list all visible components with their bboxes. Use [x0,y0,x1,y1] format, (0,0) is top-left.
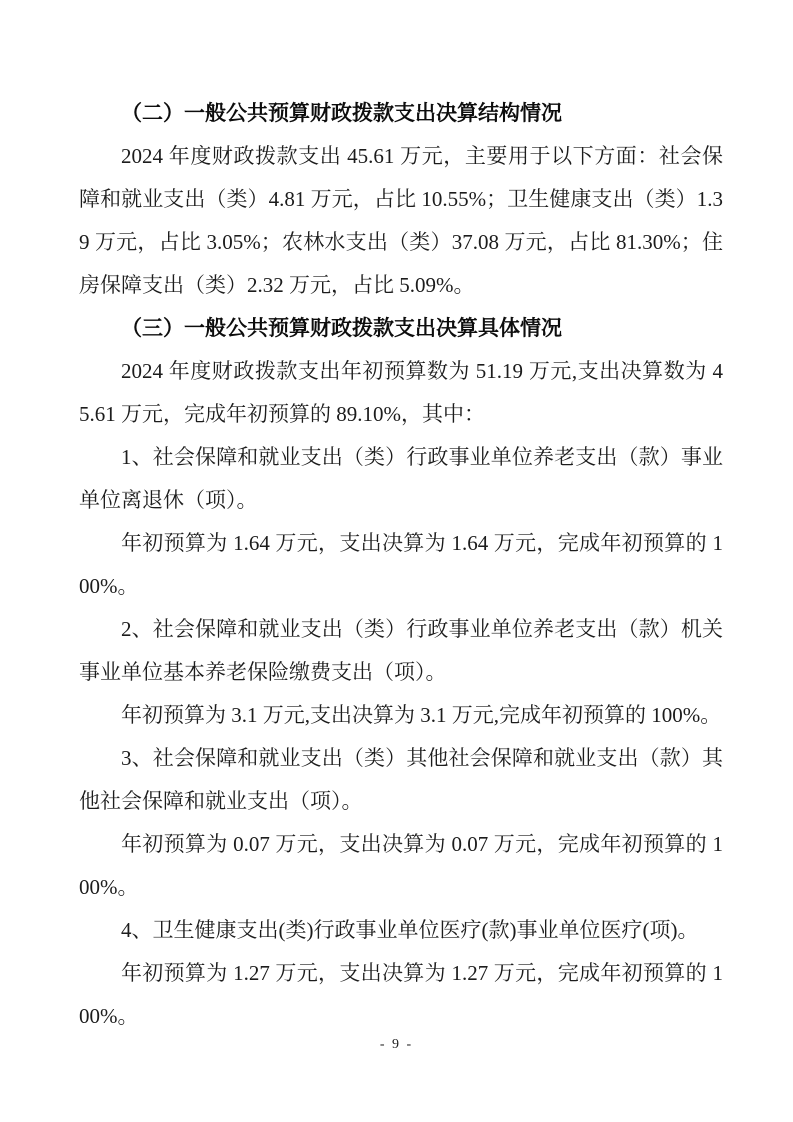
document-content [79,92,723,1038]
paragraph-item-1-title: 1、社会保障和就业支出（类）行政事业单位养老支出（款）事业单位离退休（项）。 [79,445,723,512]
paragraph-budget-summary: 2024 年度财政拨款支出年初预算数为 51.19 万元,支出决算数为 45.61 万元，完成年初预算的 89.10%，其中： [79,359,723,426]
paragraph-item-1-figures: 年初预算为 1.64 万元，支出决算为 1.64 万元，完成年初预算的 100%。 [79,531,723,598]
section-heading-expenditure-structure: （二）一般公共预算财政拨款支出决算结构情况 [121,101,562,125]
page-number: - 9 - [379,1037,414,1052]
paragraph-expenditure-structure: 2024 年度财政拨款支出 45.61 万元，主要用于以下方面：社会保障和就业支出（类）4.81 万元，占比 10.55%；卫生健康支出（类）1.39 万元，占比 3.05%；农林水支出（类）37.08 万元，占比 81.30%；住房保障支出（类）2.32 万元，占比 5.09%。 [79,144,723,297]
paragraph-item-2-figures: 年初预算为 3.1 万元,支出决算为 3.1 万元,完成年初预算的 100%。 [121,703,722,727]
paragraph-item-4-title: 4、卫生健康支出(类)行政事业单位医疗(款)事业单位医疗(项)。 [121,918,699,942]
section-heading-expenditure-details: （三）一般公共预算财政拨款支出决算具体情况 [121,316,562,340]
paragraph-item-3-title: 3、社会保障和就业支出（类）其他社会保障和就业支出（款）其他社会保障和就业支出（项）。 [79,746,723,813]
paragraph-item-2-title: 2、社会保障和就业支出（类）行政事业单位养老支出（款）机关事业单位基本养老保险缴费支出（项）。 [79,617,723,684]
paragraph-item-3-figures: 年初预算为 0.07 万元，支出决算为 0.07 万元，完成年初预算的 100%。 [79,832,723,899]
paragraph-item-4-figures: 年初预算为 1.27 万元，支出决算为 1.27 万元，完成年初预算的 100%。 [79,961,723,1028]
